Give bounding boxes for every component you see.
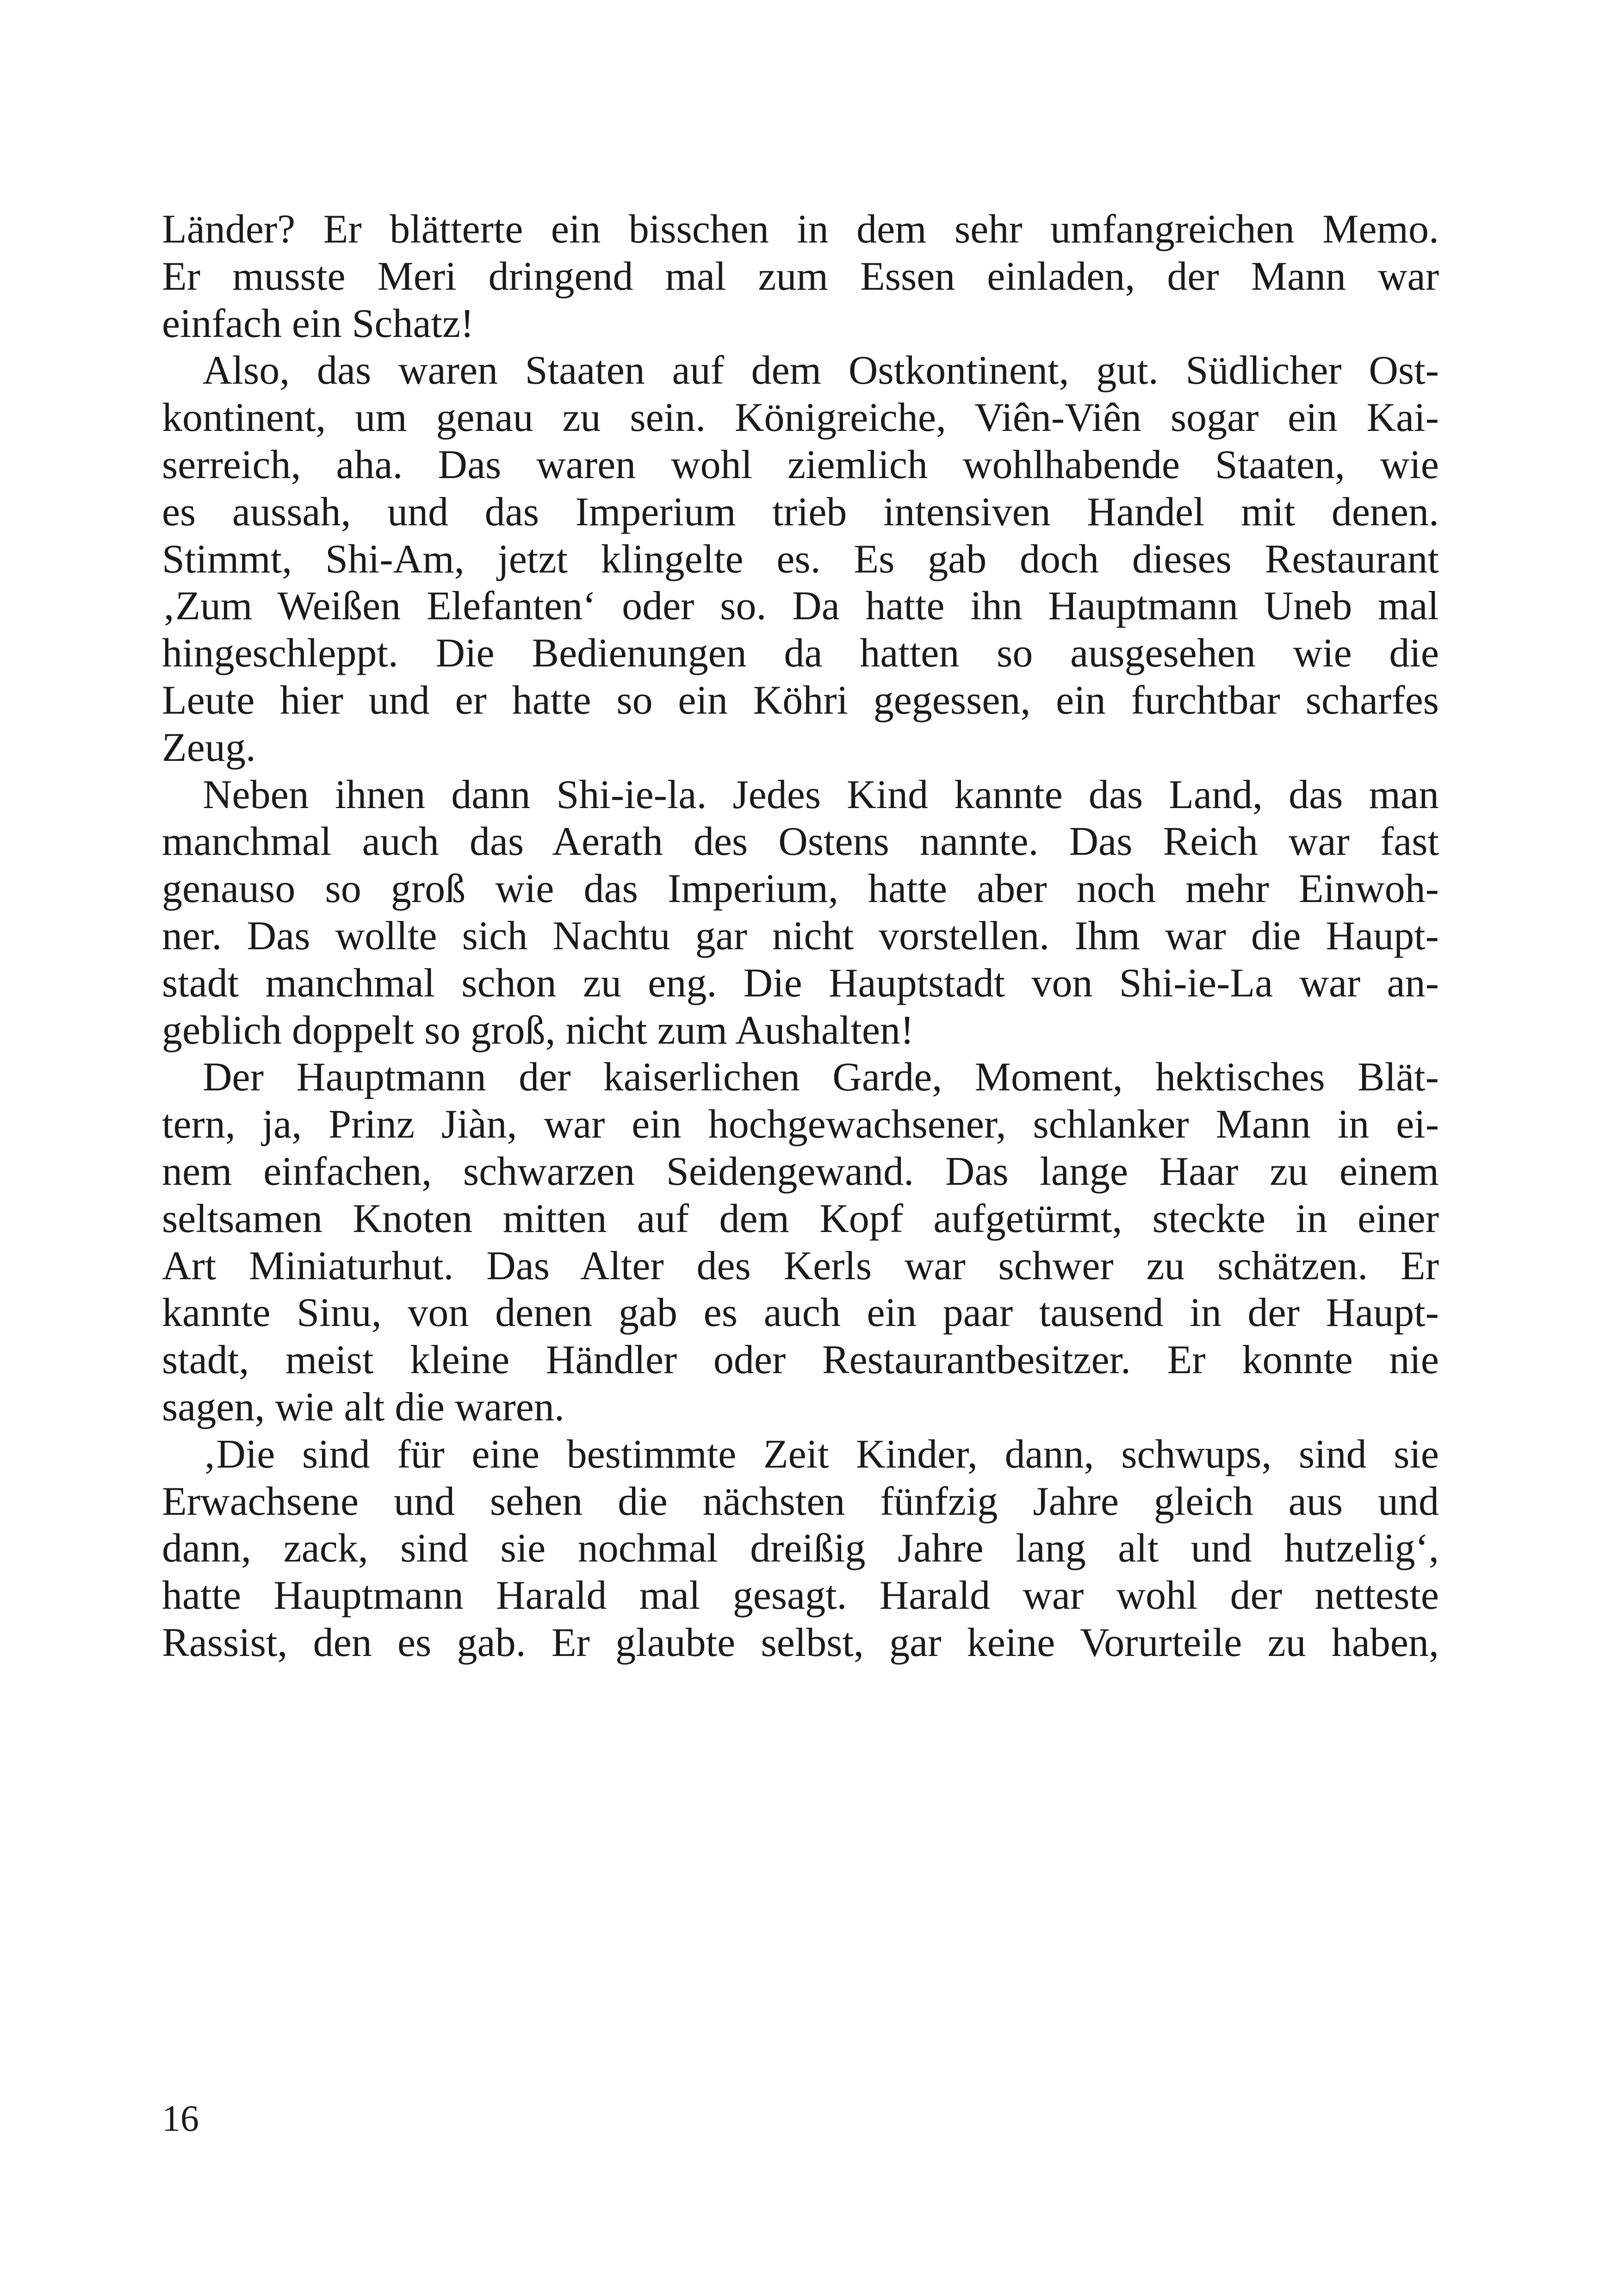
text-line: dann, zack, sind sie nochmal dreißig Jahre lang alt und hutzelig‘,: [162, 1526, 1439, 1571]
text-line: ‚Zum Weißen Elefanten‘ oder so. Da hatte ihn Hauptmann Uneb mal: [162, 584, 1439, 629]
text-line: kontinent, um genau zu sein. Königreiche, Viên-Viên sogar ein Kai-: [162, 395, 1439, 441]
text-line: tern, ja, Prinz Jiàn, war ein hochgewachsener, schlanker Mann in ei-: [162, 1102, 1439, 1147]
page-number: 16: [162, 2098, 199, 2139]
text-line: stadt manchmal schon zu eng. Die Hauptstadt von Shi-ie-La war an-: [162, 960, 1439, 1006]
text-line: hatte Hauptmann Harald mal gesagt. Harald war wohl der netteste: [162, 1573, 1439, 1618]
text-line: nem einfachen, schwarzen Seidengewand. Das lange Haar zu einem: [162, 1149, 1439, 1194]
text-line: Art Miniaturhut. Das Alter des Kerls war schwer zu schätzen. Er: [162, 1243, 1439, 1288]
text-line: stadt, meist kleine Händler oder Restaurantbesitzer. Er konnte nie: [162, 1338, 1439, 1383]
text-line: sagen, wie alt die waren.: [162, 1384, 564, 1430]
text-line: Erwachsene und sehen die nächsten fünfzig Jahre gleich aus und: [162, 1479, 1439, 1524]
text-line: Der Hauptmann der kaiserlichen Garde, Moment, hektisches Blät-: [203, 1055, 1439, 1100]
text-line: genauso so groß wie das Imperium, hatte aber noch mehr Einwoh-: [162, 866, 1439, 912]
text-line: einfach ein Schatz!: [162, 301, 474, 346]
text-line: Leute hier und er hatte so ein Köhri gegessen, ein furchtbar scharfes: [162, 678, 1439, 723]
text-line: ‚Die sind für eine bestimmte Zeit Kinder, dann, schwups, sind sie: [203, 1431, 1439, 1477]
text-line: Zeug.: [162, 725, 256, 770]
text-line: Rassist, den es gab. Er glaubte selbst, gar keine Vorurteile zu haben,: [162, 1620, 1439, 1665]
text-line: ner. Das wollte sich Nachtu gar nicht vorstellen. Ihm war die Haupt-: [162, 913, 1439, 958]
text-line: geblich doppelt so groß, nicht zum Aushalten!: [162, 1008, 914, 1053]
text-line: kannte Sinu, von denen gab es auch ein paar tausend in der Haupt-: [162, 1290, 1439, 1336]
text-line: Also, das waren Staaten auf dem Ostkontinent, gut. Südlicher Ost-: [203, 348, 1439, 393]
text-line: Er musste Meri dringend mal zum Essen einladen, der Mann war: [162, 254, 1439, 299]
body-text: [162, 206, 1439, 1667]
text-line: Neben ihnen dann Shi-ie-la. Jedes Kind kannte das Land, das man: [203, 772, 1439, 817]
text-line: manchmal auch das Aerath des Ostens nannte. Das Reich war fast: [162, 819, 1439, 865]
text-line: Stimmt, Shi-Am, jetzt klingelte es. Es gab doch dieses Restaurant: [162, 536, 1439, 582]
text-line: hingeschleppt. Die Bedienungen da hatten so ausgesehen wie die: [162, 631, 1439, 676]
text-line: Länder? Er blätterte ein bisschen in dem sehr umfangreichen Memo.: [162, 207, 1439, 252]
text-line: es aussah, und das Imperium trieb intensiven Handel mit denen.: [162, 489, 1439, 535]
text-line: seltsamen Knoten mitten auf dem Kopf aufgetürmt, steckte in einer: [162, 1196, 1439, 1241]
text-line: serreich, aha. Das waren wohl ziemlich wohlhabende Staaten, wie: [162, 442, 1439, 487]
